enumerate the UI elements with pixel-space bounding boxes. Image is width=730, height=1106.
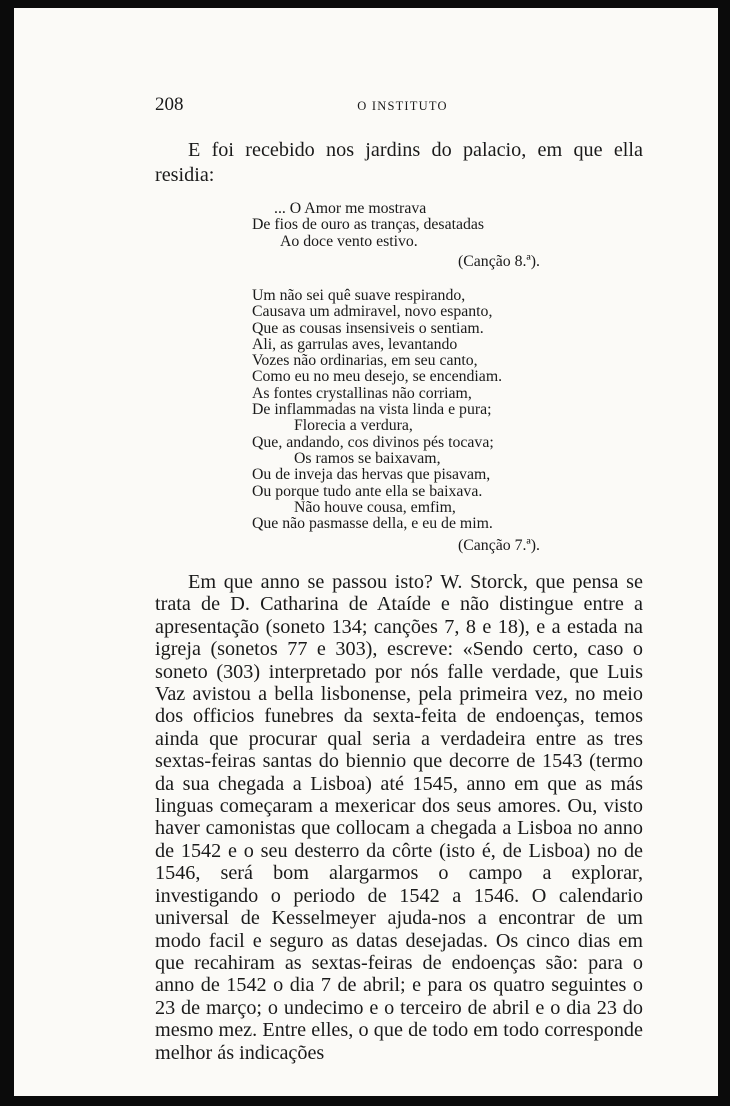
poem-line: As fontes crystallinas não corriam, bbox=[252, 384, 472, 402]
poem-line: Vozes não ordinarias, em seu canto, bbox=[252, 352, 478, 370]
poem-line: De fios de ouro as tranças, desatadas bbox=[252, 216, 485, 234]
poem-line: Como eu no meu desejo, se encendiam. bbox=[252, 368, 503, 386]
poem-line: Ali, as garrulas aves, levantando bbox=[252, 335, 458, 353]
intro-paragraph: E foi recebido nos jardins do palacio, em que ella residia: bbox=[155, 139, 643, 186]
poem-line: Os ramos se baixavam, bbox=[294, 449, 441, 467]
poem-line: Um não sei quê suave respirando, bbox=[252, 287, 466, 304]
poem-quotation-2 bbox=[252, 288, 552, 555]
page-number: 208 bbox=[155, 94, 184, 115]
poem-line: Ou de inveja das hervas que pisavam, bbox=[252, 466, 491, 484]
poem-line: Que, andando, cos divinos pés tocava; bbox=[252, 433, 494, 451]
poem-quotation-1 bbox=[252, 201, 552, 270]
poem-citation: (Canção 7.ª). bbox=[458, 537, 540, 555]
body-paragraph: Em que anno se passou isto? W. Storck, que pensa se trata de D. Catharina de Ataíde e não distingue entre a apresentação (soneto 134; canções 7, 8 e 18), e a estada na igreja (sonetos 77 e 303), escreve: «Sendo certo, caso o soneto (303) interpretado por nós falle verdade, que Luis Vaz avistou a bella lisbonense, pela primeira vez, no meio dos officios funebres da sexta-feita de endoenças, temos ainda que procurar qual seria a verdadeira entre as tres sextas-feiras santas do biennio que decorre de 1543 (termo da sua chegada a Lisboa) até 1545, anno em que as más linguas começaram a mexericar dos seus amores. Ou, visto haver camonistas que collocam a chegada a Lisboa no anno de 1542 e o seu desterro da côrte (isto é, de Lisboa) no de 1546, será bom alargarmos o campo a explorar, investigando o periodo de 1542 a 1546. O calendario universal de Kesselmeyer ajuda-nos a encontrar de um modo facil e seguro as datas desejadas. Os cinco dias em que recahiram as sextas-feiras de endoenças são: para o anno de 1542 o dia 7 de abril; e para os quatro seguintes o 23 de março; o undecimo e o terceiro de abril e o dia 23 do mesmo mez. Entre elles, o que de todo em todo corresponde melhor ás indicações bbox=[155, 571, 643, 1064]
poem-line: Não houve cousa, emfim, bbox=[294, 498, 456, 516]
poem-line: Ao doce vento estivo. bbox=[280, 232, 418, 250]
poem-line: Que não pasmasse della, e eu de mim. bbox=[252, 515, 493, 533]
poem-line: Ou porque tudo ante ella se baixava. bbox=[252, 482, 483, 500]
poem-line: Causava um admiravel, novo espanto, bbox=[252, 303, 493, 321]
poem-line: Que as cousas insensiveis o sentiam. bbox=[252, 319, 484, 337]
poem-line: ... O Amor me mostrava bbox=[274, 200, 427, 217]
page-header bbox=[155, 94, 650, 118]
running-title: O INSTITUTO bbox=[357, 99, 448, 113]
document-page bbox=[14, 8, 718, 1096]
poem-citation: (Canção 8.ª). bbox=[458, 252, 540, 270]
poem-line: De inflammadas na vista linda e pura; bbox=[252, 401, 492, 419]
poem-line: Florecia a verdura, bbox=[294, 417, 413, 435]
